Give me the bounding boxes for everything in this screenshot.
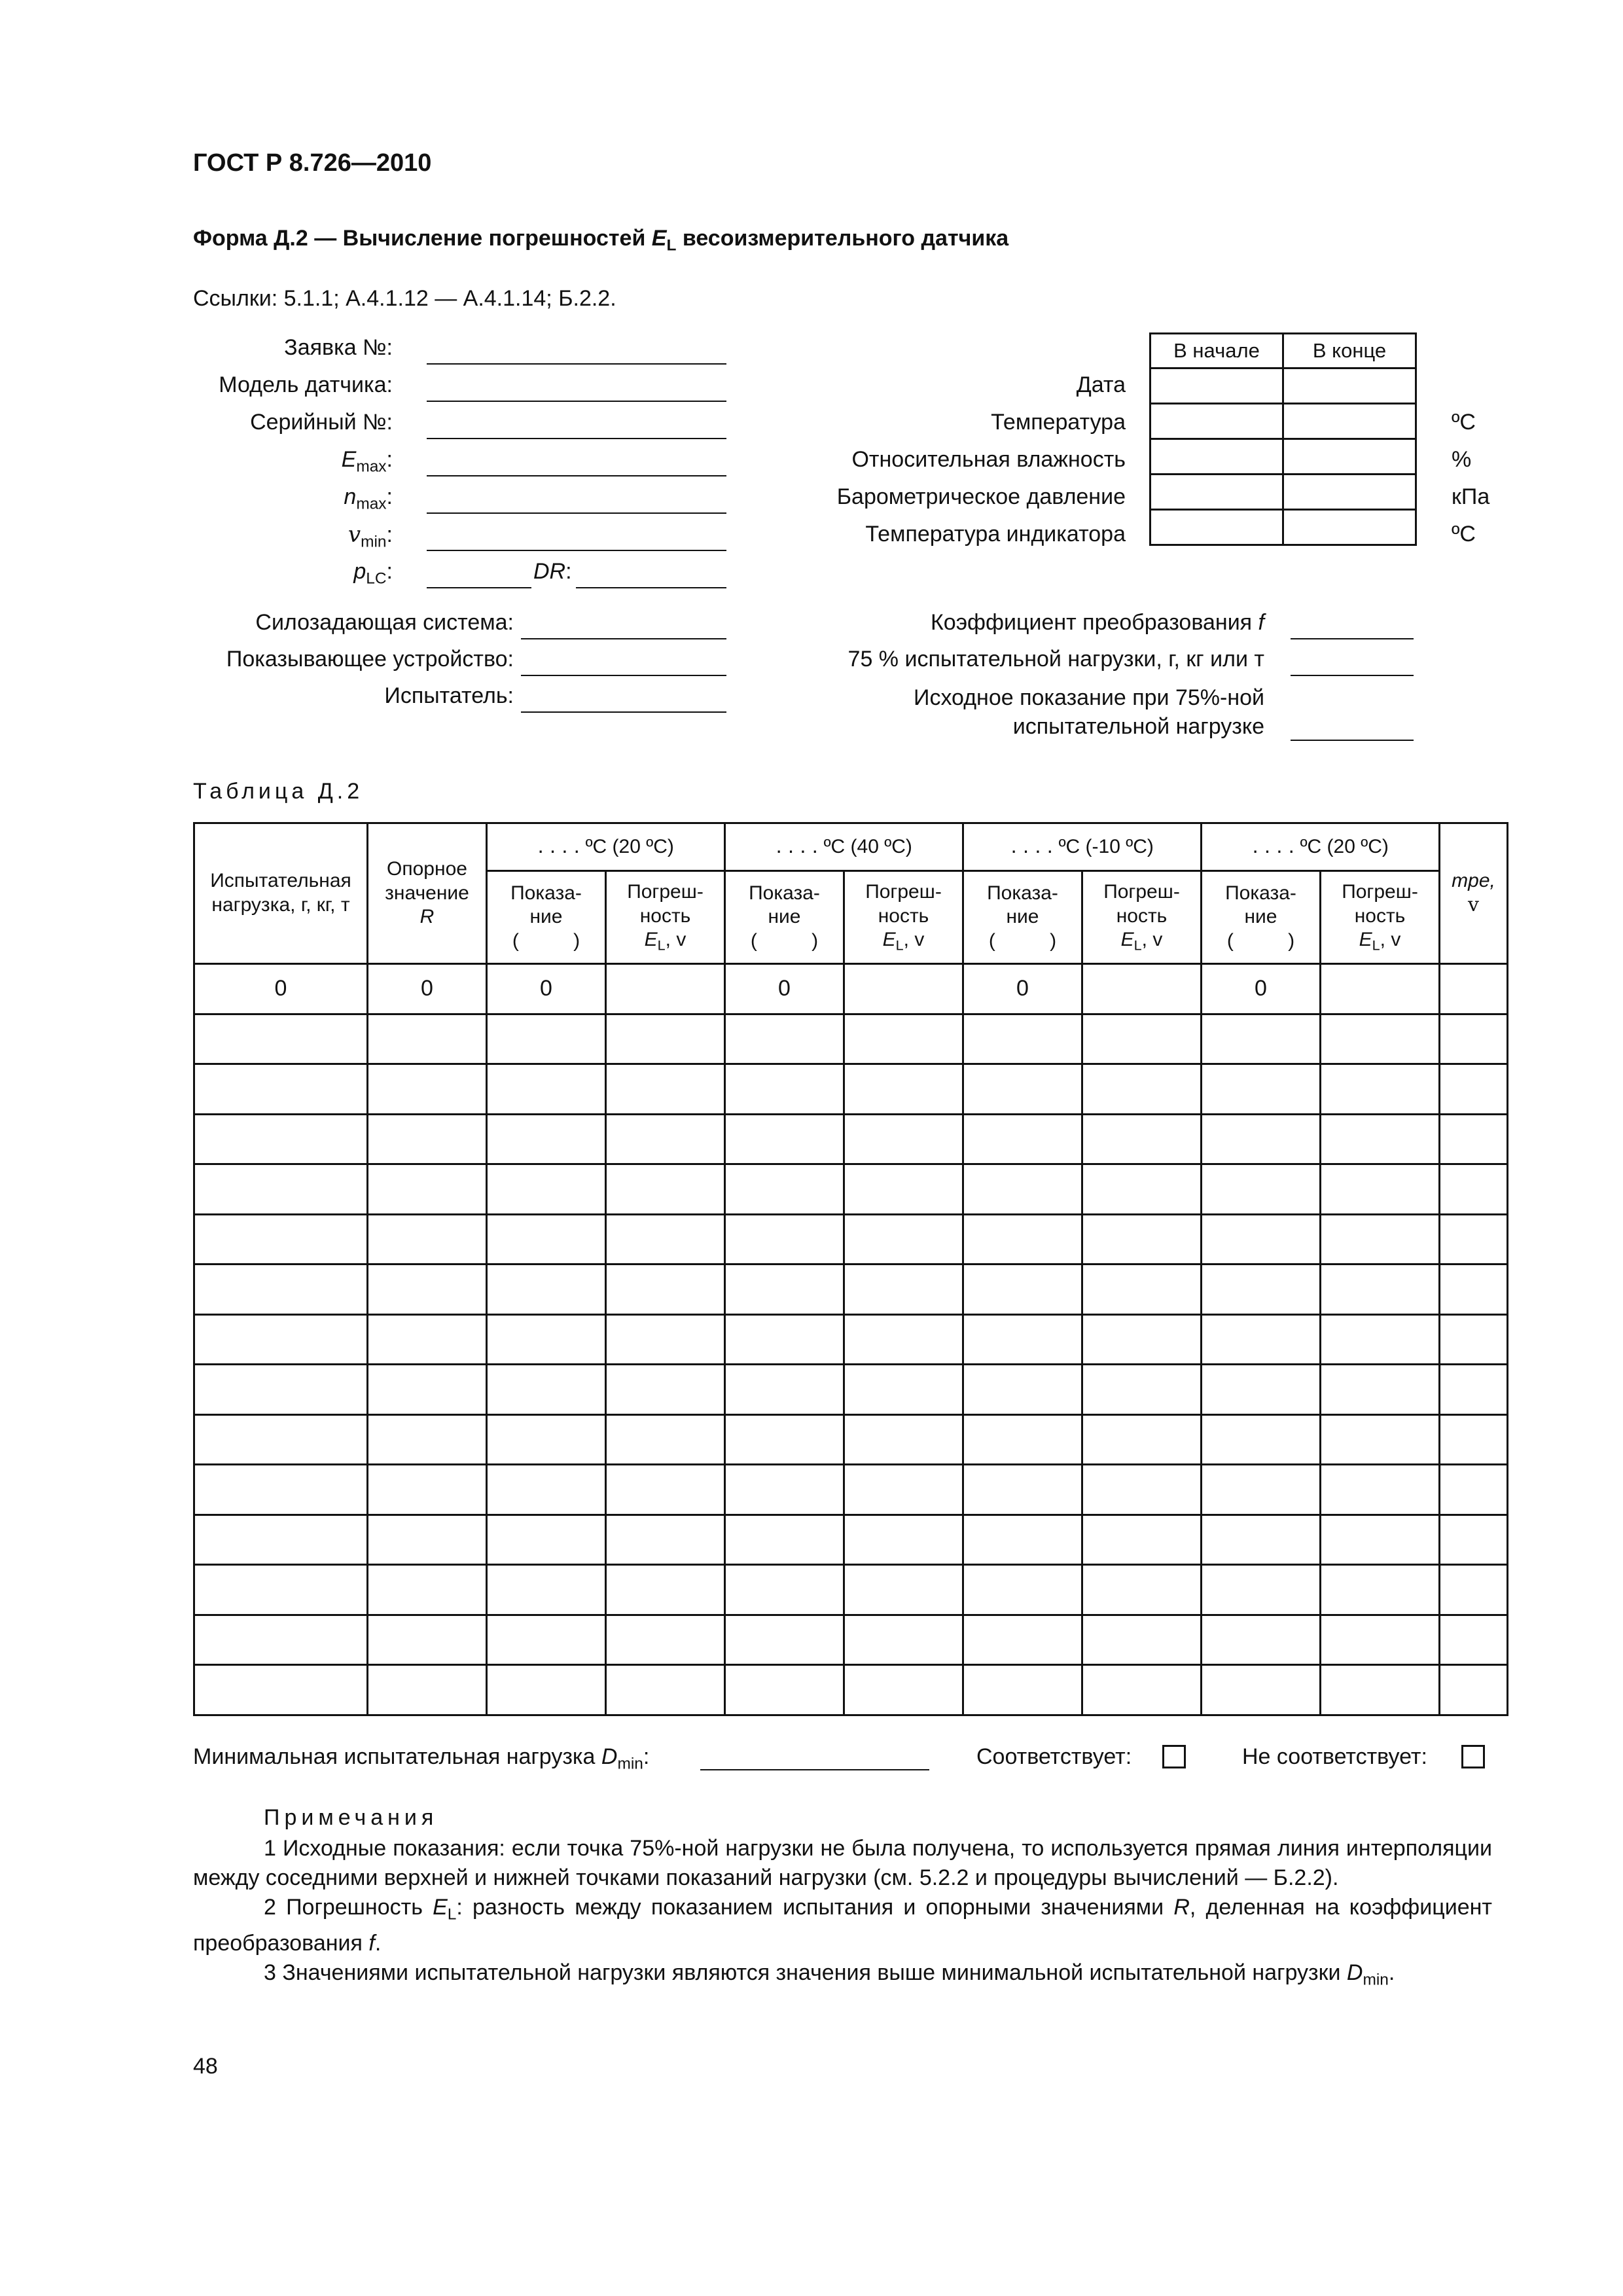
- table-cell[interactable]: [487, 1365, 606, 1415]
- table-cell[interactable]: [1440, 1214, 1508, 1265]
- header-temp-2: ․ ․ ․ ․ ºC (40 ºC): [725, 823, 963, 871]
- table-cell[interactable]: [844, 1014, 963, 1064]
- table-cell[interactable]: [1321, 1565, 1440, 1615]
- table-cell[interactable]: [1082, 1214, 1202, 1265]
- table-cell[interactable]: [963, 1565, 1082, 1615]
- table-cell[interactable]: [194, 1465, 368, 1515]
- tester-label: Испытатель:: [384, 683, 514, 708]
- table-cell[interactable]: [1321, 964, 1440, 1014]
- table-cell[interactable]: [1082, 1565, 1202, 1615]
- table-cell[interactable]: [1202, 1515, 1321, 1565]
- table-row: [194, 1665, 1508, 1715]
- table-cell[interactable]: [963, 1214, 1082, 1265]
- table-cell[interactable]: [1321, 1615, 1440, 1665]
- vmin-field[interactable]: [427, 550, 726, 551]
- table-cell[interactable]: [1082, 1665, 1202, 1715]
- table-cell[interactable]: [725, 1615, 844, 1665]
- table-cell[interactable]: [844, 1164, 963, 1215]
- application-number-label: Заявка №:: [284, 335, 393, 360]
- table-row: [194, 1365, 1508, 1415]
- table-cell[interactable]: [606, 1064, 725, 1115]
- table-cell[interactable]: [1321, 1314, 1440, 1365]
- header-test-load: Испытательная нагрузка, г, кг, т: [194, 823, 368, 964]
- load75-label: 75 % испытательной нагрузки, г, кг или т: [847, 647, 1264, 672]
- table-cell[interactable]: [1202, 1064, 1321, 1115]
- table-cell[interactable]: [194, 1064, 368, 1115]
- not-complies-label: Не соответствует:: [1242, 1744, 1427, 1769]
- table-cell[interactable]: [368, 1565, 487, 1615]
- subheader-reading: Показа- ние ( ): [725, 871, 844, 964]
- table-cell[interactable]: [1202, 1265, 1321, 1315]
- table-cell[interactable]: [194, 1164, 368, 1215]
- subheader-reading: Показа- ние ( ): [963, 871, 1082, 964]
- unit-celsius-indicator: ºC: [1452, 522, 1476, 547]
- table-cell[interactable]: [844, 1515, 963, 1565]
- condition-label-temperature: Температура: [991, 410, 1126, 435]
- col-start-header: В начале: [1150, 334, 1283, 368]
- table-cell[interactable]: [606, 1414, 725, 1465]
- table-cell[interactable]: [725, 1314, 844, 1365]
- table-cell[interactable]: [725, 1164, 844, 1215]
- table-cell[interactable]: [487, 1515, 606, 1565]
- table-cell[interactable]: [368, 1515, 487, 1565]
- load-system-field[interactable]: [521, 638, 726, 639]
- table-cell[interactable]: [1321, 1414, 1440, 1465]
- complies-label: Соответствует:: [976, 1744, 1132, 1769]
- table-cell[interactable]: [194, 1114, 368, 1164]
- table-cell[interactable]: [487, 1014, 606, 1064]
- indicator-field[interactable]: [521, 675, 726, 676]
- table-cell[interactable]: [606, 1465, 725, 1515]
- serial-number-field[interactable]: [427, 438, 726, 439]
- table-row: [194, 1214, 1508, 1265]
- load75-field[interactable]: [1291, 675, 1414, 676]
- subheader-error: Погреш- ность $E_L$, v: [606, 871, 725, 964]
- table-cell[interactable]: [1321, 1114, 1440, 1164]
- table-cell[interactable]: [606, 964, 725, 1014]
- dr-label: DR:: [533, 559, 572, 584]
- unit-celsius: ºC: [1452, 410, 1476, 435]
- table-cell[interactable]: [844, 1064, 963, 1115]
- sensor-model-field[interactable]: [427, 401, 726, 402]
- table-cell[interactable]: [1440, 1515, 1508, 1565]
- table-row: [194, 1064, 1508, 1115]
- table-cell[interactable]: [844, 1615, 963, 1665]
- table-cell[interactable]: 0: [368, 964, 487, 1014]
- table-cell[interactable]: [1082, 1014, 1202, 1064]
- conversion-coefficient-field[interactable]: [1291, 638, 1414, 639]
- table-cell[interactable]: [1440, 964, 1508, 1014]
- not-complies-checkbox[interactable]: [1461, 1745, 1485, 1768]
- table-cell[interactable]: [844, 964, 963, 1014]
- table-cell[interactable]: [1440, 1365, 1508, 1415]
- table-cell[interactable]: [963, 1064, 1082, 1115]
- application-number-field[interactable]: [427, 363, 726, 365]
- load-system-label: Силозадающая система:: [255, 610, 514, 635]
- note-2: 2 Погрешность $E_L$: разность между показанием испытания и опорными значениями R, деленная на коэффициент преобразования f.: [193, 1895, 1492, 1956]
- table-cell[interactable]: 0: [487, 964, 606, 1014]
- table-cell[interactable]: [1440, 1265, 1508, 1315]
- table-cell[interactable]: [368, 1615, 487, 1665]
- table-cell[interactable]: [1082, 1515, 1202, 1565]
- table-cell[interactable]: [487, 1265, 606, 1315]
- cond-cell[interactable]: [1150, 475, 1283, 510]
- table-row: [194, 1414, 1508, 1465]
- header-temp-3: ․ ․ ․ ․ ºC (-10 ºC): [963, 823, 1202, 871]
- cond-cell[interactable]: [1150, 439, 1283, 475]
- emax-label: $E_{max}$:: [341, 447, 393, 476]
- table-row: [194, 1465, 1508, 1515]
- table-cell[interactable]: 0: [1202, 964, 1321, 1014]
- table-cell[interactable]: [1440, 1114, 1508, 1164]
- sensor-model-label: Модель датчика:: [219, 372, 393, 397]
- table-cell[interactable]: [1202, 1114, 1321, 1164]
- table-cell[interactable]: [606, 1014, 725, 1064]
- table-cell[interactable]: [963, 1314, 1082, 1365]
- table-cell[interactable]: [844, 1214, 963, 1265]
- table-cell[interactable]: [487, 1665, 606, 1715]
- cond-cell[interactable]: [1150, 368, 1283, 404]
- table-cell[interactable]: [725, 1365, 844, 1415]
- min-load-label: Минимальная испытательная нагрузка $D_{min}$:: [193, 1744, 650, 1773]
- table-cell[interactable]: [1202, 1414, 1321, 1465]
- table-row: [194, 1565, 1508, 1615]
- condition-label-humidity: Относительная влажность: [851, 447, 1126, 472]
- table-cell[interactable]: [606, 1214, 725, 1265]
- vmin-label: $v_{min}$:: [348, 522, 393, 551]
- table-cell[interactable]: [194, 1414, 368, 1465]
- table-cell[interactable]: [963, 1164, 1082, 1215]
- table-cell[interactable]: [606, 1665, 725, 1715]
- standard-designation: ГОСТ Р 8.726—2010: [193, 149, 432, 177]
- condition-label-pressure: Барометрическое давление: [836, 484, 1126, 509]
- table-row: [194, 1515, 1508, 1565]
- table-cell[interactable]: [1202, 1565, 1321, 1615]
- condition-label-indicator-temp: Температура индикатора: [865, 522, 1126, 547]
- table-cell[interactable]: [1082, 1114, 1202, 1164]
- table-cell[interactable]: [368, 1314, 487, 1365]
- table-row: [194, 1615, 1508, 1665]
- table-cell[interactable]: [487, 1465, 606, 1515]
- notes-title: Примечания: [264, 1805, 438, 1830]
- plc-label: $p_{LC}$:: [353, 559, 393, 588]
- table-cell[interactable]: [844, 1365, 963, 1415]
- table-cell[interactable]: [844, 1565, 963, 1615]
- table-cell[interactable]: [194, 1314, 368, 1365]
- col-end-header: В конце: [1283, 334, 1416, 368]
- table-cell[interactable]: [606, 1314, 725, 1365]
- cond-cell[interactable]: [1283, 439, 1416, 475]
- table-cell[interactable]: [487, 1414, 606, 1465]
- table-cell[interactable]: [368, 1665, 487, 1715]
- table-cell[interactable]: [1202, 1314, 1321, 1365]
- table-cell[interactable]: [194, 1214, 368, 1265]
- table-cell[interactable]: [725, 1515, 844, 1565]
- table-cell[interactable]: [1202, 1014, 1321, 1064]
- table-row: [194, 1265, 1508, 1315]
- table-cell[interactable]: [725, 1414, 844, 1465]
- table-cell[interactable]: [368, 1164, 487, 1215]
- table-row: [194, 1314, 1508, 1365]
- header-temp-1: ․ ․ ․ ․ ºC (20 ºC): [487, 823, 725, 871]
- subheader-error: Погреш- ность $E_L$, v: [1321, 871, 1440, 964]
- table-cell[interactable]: [368, 1365, 487, 1415]
- table-cell[interactable]: [1321, 1064, 1440, 1115]
- table-cell[interactable]: [1202, 1214, 1321, 1265]
- table-cell[interactable]: [1440, 1414, 1508, 1465]
- table-cell[interactable]: [1082, 1265, 1202, 1315]
- dr-field[interactable]: [576, 587, 726, 588]
- table-cell[interactable]: [1082, 1365, 1202, 1415]
- table-cell[interactable]: [368, 1265, 487, 1315]
- table-cell[interactable]: [963, 1515, 1082, 1565]
- table-cell[interactable]: [1440, 1064, 1508, 1115]
- calculation-table: [193, 822, 1508, 1716]
- table-cell[interactable]: 0: [194, 964, 368, 1014]
- table-cell[interactable]: [1321, 1515, 1440, 1565]
- conversion-coefficient-label: Коэффициент преобразования f: [930, 610, 1264, 635]
- initial-reading-field[interactable]: [1291, 740, 1414, 741]
- subheader-reading: Показа- ние ( ): [487, 871, 606, 964]
- emax-field[interactable]: [427, 475, 726, 476]
- table-caption: Таблица Д.2: [193, 779, 364, 804]
- table-cell[interactable]: [963, 1365, 1082, 1415]
- condition-label-date: Дата: [1076, 372, 1126, 397]
- plc-field[interactable]: [427, 587, 531, 588]
- header-reference-value: Опорное значение R: [368, 823, 487, 964]
- table-cell[interactable]: [1321, 1465, 1440, 1515]
- table-cell[interactable]: [1202, 1665, 1321, 1715]
- notes-body: [193, 1834, 1492, 1995]
- table-cell[interactable]: [606, 1164, 725, 1215]
- page-number: 48: [193, 2054, 218, 2079]
- table-cell[interactable]: [1202, 1465, 1321, 1515]
- table-cell[interactable]: [1440, 1014, 1508, 1064]
- table-cell[interactable]: 0: [963, 964, 1082, 1014]
- header-mpe: mpe, v: [1440, 823, 1508, 964]
- table-cell[interactable]: [1202, 1365, 1321, 1415]
- cond-cell[interactable]: [1150, 404, 1283, 439]
- subheader-error: Погреш- ность $E_L$, v: [1082, 871, 1202, 964]
- table-cell[interactable]: [1440, 1615, 1508, 1665]
- table-cell[interactable]: [606, 1265, 725, 1315]
- table-cell[interactable]: [606, 1114, 725, 1164]
- table-cell[interactable]: [487, 1615, 606, 1665]
- table-cell[interactable]: [725, 1064, 844, 1115]
- table-cell[interactable]: [1321, 1014, 1440, 1064]
- references: Ссылки: 5.1.1; А.4.1.12 — А.4.1.14; Б.2.2.: [193, 286, 616, 311]
- complies-checkbox[interactable]: [1162, 1745, 1186, 1768]
- table-cell[interactable]: [725, 1114, 844, 1164]
- table-cell[interactable]: [963, 1465, 1082, 1515]
- table-cell[interactable]: [194, 1565, 368, 1615]
- table-cell[interactable]: [844, 1665, 963, 1715]
- table-cell[interactable]: 0: [725, 964, 844, 1014]
- table-cell[interactable]: [606, 1365, 725, 1415]
- cond-cell[interactable]: [1150, 510, 1283, 545]
- table-cell[interactable]: [368, 1064, 487, 1115]
- table-cell[interactable]: [487, 1164, 606, 1215]
- cond-cell[interactable]: [1283, 404, 1416, 439]
- table-cell[interactable]: [844, 1465, 963, 1515]
- min-load-field[interactable]: [700, 1769, 929, 1770]
- table-cell[interactable]: [1440, 1314, 1508, 1365]
- table-cell[interactable]: [1440, 1465, 1508, 1515]
- table-cell[interactable]: [725, 1014, 844, 1064]
- initial-reading-label: Исходное показание при 75%-ной испытательной нагрузке: [914, 685, 1264, 739]
- table-cell[interactable]: [487, 1214, 606, 1265]
- table-cell[interactable]: [194, 1515, 368, 1565]
- table-cell[interactable]: [725, 1214, 844, 1265]
- note-1: 1 Исходные показания: если точка 75%-ной нагрузки не была получена, то используется прямая линия интерполяции между соседними верхней и нижней точками показаний нагрузки (см. 5.2.2 и процедуры вычислений — Б.2.2).: [193, 1836, 1492, 1890]
- table-cell[interactable]: [725, 1465, 844, 1515]
- cond-cell[interactable]: [1283, 475, 1416, 510]
- table-cell[interactable]: [368, 1465, 487, 1515]
- indicator-label: Показывающее устройство:: [226, 647, 514, 672]
- note-3: 3 Значениями испытательной нагрузки являются значения выше минимальной испытательной нагрузки $D_{min}$.: [264, 1960, 1395, 1989]
- table-cell[interactable]: [1321, 1365, 1440, 1415]
- table-cell[interactable]: [1202, 1615, 1321, 1665]
- table-cell[interactable]: [368, 1214, 487, 1265]
- table-cell[interactable]: [725, 1665, 844, 1715]
- table-row: [194, 1164, 1508, 1215]
- table-cell[interactable]: [844, 1265, 963, 1315]
- table-cell[interactable]: [963, 1414, 1082, 1465]
- table-cell[interactable]: [368, 1014, 487, 1064]
- table-cell[interactable]: [844, 1314, 963, 1365]
- unit-percent: %: [1452, 447, 1472, 472]
- table-cell[interactable]: [1321, 1665, 1440, 1715]
- table-cell[interactable]: [194, 1665, 368, 1715]
- table-cell[interactable]: [1082, 1064, 1202, 1115]
- table-cell[interactable]: [1440, 1665, 1508, 1715]
- table-row: [194, 964, 1508, 1014]
- table-cell[interactable]: [1202, 1164, 1321, 1215]
- form-title: Форма Д.2 — Вычисление погрешностей $E_L$ весоизмерительного датчика: [193, 226, 1009, 255]
- table-cell[interactable]: [194, 1014, 368, 1064]
- table-cell[interactable]: [1321, 1214, 1440, 1265]
- table-cell[interactable]: [368, 1414, 487, 1465]
- table-cell[interactable]: [1082, 1414, 1202, 1465]
- table-cell[interactable]: [725, 1265, 844, 1315]
- table-cell[interactable]: [487, 1064, 606, 1115]
- table-cell[interactable]: [963, 1014, 1082, 1064]
- table-cell[interactable]: [606, 1615, 725, 1665]
- table-cell[interactable]: [963, 1114, 1082, 1164]
- table-cell[interactable]: [606, 1565, 725, 1615]
- table-cell[interactable]: [487, 1114, 606, 1164]
- table-cell[interactable]: [194, 1615, 368, 1665]
- subheader-error: Погреш- ность $E_L$, v: [844, 871, 963, 964]
- table-cell[interactable]: [487, 1314, 606, 1365]
- table-cell[interactable]: [1321, 1265, 1440, 1315]
- subheader-reading: Показа- ние ( ): [1202, 871, 1321, 964]
- table-cell[interactable]: [963, 1265, 1082, 1315]
- cond-cell[interactable]: [1283, 510, 1416, 545]
- table-cell[interactable]: [963, 1615, 1082, 1665]
- table-cell[interactable]: [1082, 1314, 1202, 1365]
- tester-field[interactable]: [521, 711, 726, 713]
- table-cell[interactable]: [844, 1114, 963, 1164]
- table-cell[interactable]: [487, 1565, 606, 1615]
- nmax-field[interactable]: [427, 512, 726, 514]
- table-cell[interactable]: [844, 1414, 963, 1465]
- nmax-label: $n_{max}$:: [344, 484, 393, 513]
- conditions-table: [1149, 332, 1417, 546]
- table-cell[interactable]: [1082, 964, 1202, 1014]
- table-cell[interactable]: [606, 1515, 725, 1565]
- table-cell[interactable]: [368, 1114, 487, 1164]
- table-cell[interactable]: [1440, 1164, 1508, 1215]
- cond-cell[interactable]: [1283, 368, 1416, 404]
- table-cell[interactable]: [1321, 1164, 1440, 1215]
- table-cell[interactable]: [1082, 1164, 1202, 1215]
- table-cell[interactable]: [725, 1565, 844, 1615]
- serial-number-label: Серийный №:: [250, 410, 393, 435]
- table-cell[interactable]: [194, 1265, 368, 1315]
- table-cell[interactable]: [963, 1665, 1082, 1715]
- unit-kpa: кПа: [1452, 484, 1490, 509]
- table-cell[interactable]: [1082, 1465, 1202, 1515]
- table-cell[interactable]: [1082, 1615, 1202, 1665]
- table-row: [194, 1114, 1508, 1164]
- table-cell[interactable]: [194, 1365, 368, 1415]
- table-row: [194, 1014, 1508, 1064]
- table-cell[interactable]: [1440, 1565, 1508, 1615]
- header-temp-4: ․ ․ ․ ․ ºC (20 ºC): [1202, 823, 1440, 871]
